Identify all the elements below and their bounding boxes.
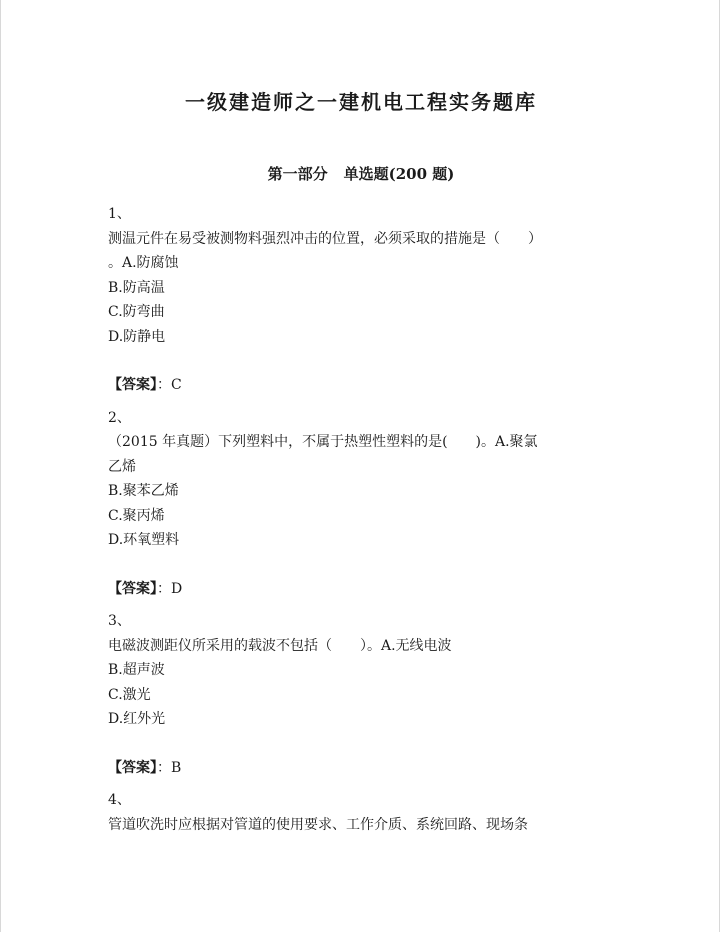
answer-option: C.防弯曲 — [108, 304, 165, 320]
answer-option: D.环氧塑料 — [108, 532, 180, 548]
answer-line — [108, 373, 608, 398]
answer-value: B — [171, 759, 182, 776]
question-item — [108, 609, 608, 780]
answer-separator: ： — [157, 580, 171, 597]
answer-line — [108, 756, 608, 781]
answer-value: D — [171, 580, 183, 597]
section-label: 第一部分 — [267, 165, 328, 183]
answer-label: 【答案】 — [108, 377, 157, 393]
question-stem-line: 电磁波测距仪所采用的载波不包括（ ）。A.无线电波 — [108, 637, 452, 654]
answer-option: D.红外光 — [108, 711, 166, 727]
question-stem-line: 测温元件在易受被测物料强烈冲击的位置，必须采取的措施是（ ） — [108, 230, 542, 247]
answer-option: C.激光 — [108, 686, 151, 703]
question-number: 4、 — [108, 792, 131, 808]
section-heading — [1, 163, 720, 184]
answer-option: C.聚丙烯 — [108, 507, 165, 524]
question-list — [108, 202, 608, 837]
answer-label: 【答案】 — [108, 759, 157, 776]
answer-separator: ： — [157, 377, 171, 393]
question-stem-line: （2015 年真题）下列塑料中，不属于热塑性塑料的是( )。A.聚氯 — [108, 434, 538, 450]
question-item — [108, 788, 608, 837]
document-title: 一级建造师之一建机电工程实务题库 — [185, 90, 537, 114]
answer-option: B.防高温 — [108, 279, 165, 296]
answer-separator: ： — [157, 759, 171, 776]
question-number: 3、 — [108, 613, 131, 629]
answer-line — [108, 577, 608, 602]
answer-option: D.防静电 — [108, 328, 166, 345]
answer-value: C — [171, 377, 182, 393]
question-stem-line: 。A.防腐蚀 — [108, 255, 179, 271]
question-item — [108, 406, 608, 602]
answer-label: 【答案】 — [108, 580, 157, 597]
question-stem-line: 管道吹洗时应根据对管道的使用要求、工作介质、系统回路、现场条 — [108, 816, 528, 833]
answer-option: B.超声波 — [108, 662, 165, 678]
question-item — [108, 202, 608, 398]
section-name: 单选题(200 题) — [343, 165, 455, 183]
question-number: 1、 — [108, 206, 131, 222]
question-number: 2、 — [108, 409, 131, 426]
question-stem-line: 乙烯 — [108, 458, 136, 475]
answer-option: B.聚苯乙烯 — [108, 483, 179, 499]
